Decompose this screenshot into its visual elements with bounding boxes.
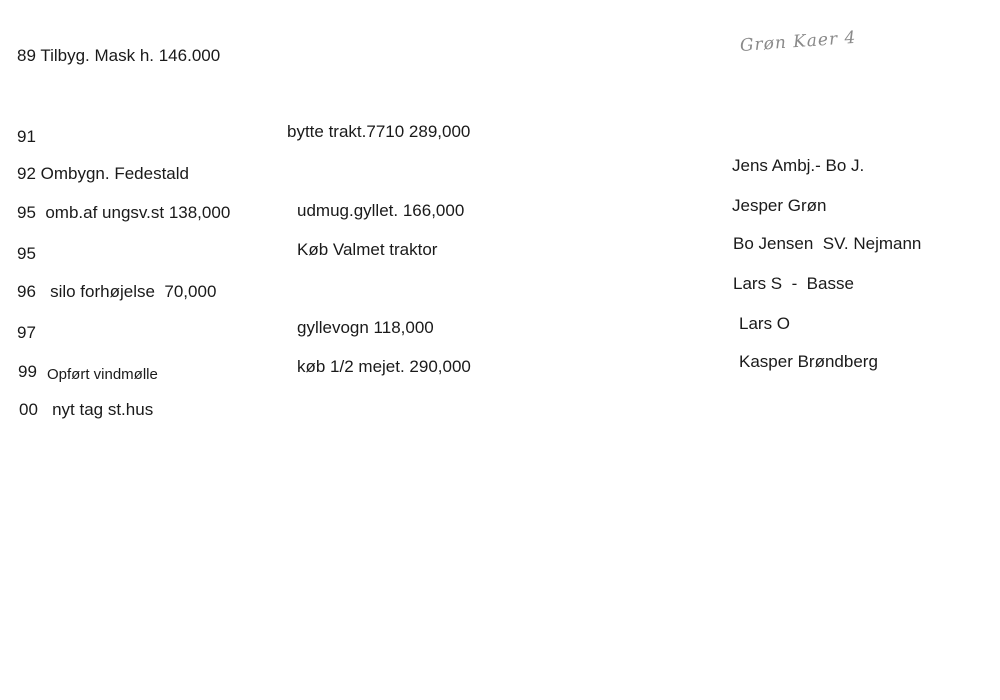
entry-96: 96 silo forhøjelse 70,000 (17, 282, 217, 301)
name-row-6: Kasper Brøndberg (739, 352, 878, 371)
name-row-2: Jesper Grøn (732, 196, 827, 215)
entry-95-b-year: 95 (17, 244, 36, 263)
entry-95-a-middle: udmug.gyllet. 166,000 (297, 201, 465, 220)
entry-99-year: 99 (18, 362, 37, 381)
entry-99-middle: køb 1/2 mejet. 290,000 (297, 357, 471, 376)
entry-00: 00 nyt tag st.hus (19, 400, 154, 419)
entry-91-year: 91 (17, 127, 36, 146)
entry-97-year: 97 (17, 323, 36, 342)
name-row-1: Jens Ambj.- Bo J. (732, 156, 865, 175)
entry-97-text: gyllevogn 118,000 (297, 318, 434, 337)
entry-92: 92 Ombygn. Fedestald (17, 164, 189, 183)
entry-89: 89 Tilbyg. Mask h. 146.000 (17, 46, 221, 65)
entry-91-text: bytte trakt.7710 289,000 (287, 122, 471, 141)
entry-99-text: Opført vindmølle (47, 366, 158, 383)
name-row-4: Lars S - Basse (733, 274, 854, 293)
entry-95-b-text: Køb Valmet traktor (297, 240, 438, 259)
handwritten-note: Grøn Kaer 4 (739, 27, 857, 56)
name-row-5: Lars O (739, 314, 791, 333)
entry-95-a: 95 omb.af ungsv.st 138,000 (17, 203, 231, 222)
name-row-3: Bo Jensen SV. Nejmann (733, 234, 922, 253)
